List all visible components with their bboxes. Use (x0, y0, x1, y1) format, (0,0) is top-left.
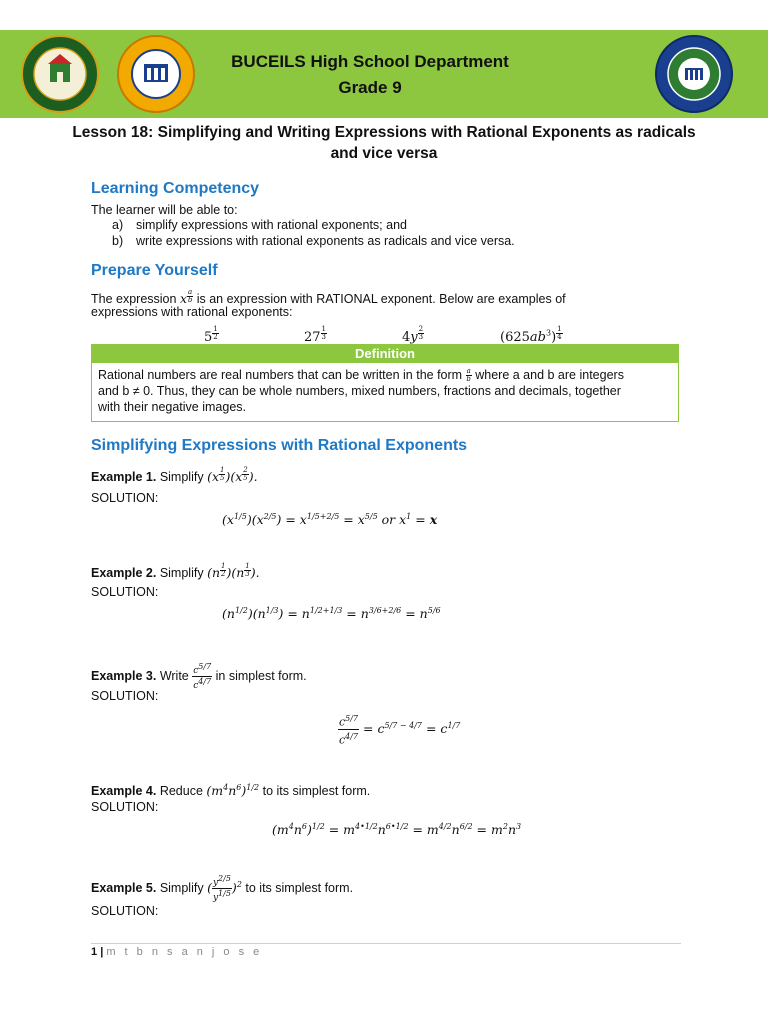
page-number: 1 (91, 946, 98, 958)
bicol-university-seal-icon (20, 34, 100, 114)
solution-label: SOLUTION: (91, 585, 159, 599)
lesson-title: Lesson 18: Simplifying and Writing Expressions with Rational Exponents as radicals and vice versa (72, 124, 696, 162)
header-band (0, 30, 768, 118)
example-4 (91, 780, 370, 799)
x-a-over-b-expression: x $^{\frac{a}{b}}$ (179, 287, 193, 307)
example-expression: $(625ab^3)$ $^{\frac{1}{4}}$ (500, 325, 562, 345)
list-item (112, 234, 515, 248)
example-text: to its simplest form. (245, 881, 354, 895)
example-text: in simplest form. (215, 669, 307, 683)
example-expression: 5 $^{\frac{1}{2}}$ (204, 325, 218, 345)
definition-text: Rational numbers are real numbers that can be written in the form (98, 368, 463, 382)
college-of-education-seal-icon (116, 34, 196, 114)
solution-equation: $(x^{1/5})(x^{2/5}) = x^{1/5+2/5} = x^{5/5}$ or $x^1 = x$ (222, 512, 438, 528)
solution-equation: $\frac{c^{5/7}}{c^{4/7}}$ = $c^{5/7 - 4/7} = c^{1/7}$ (339, 714, 461, 747)
school-department-title: BUCEILS High School Department (231, 52, 509, 71)
example-2 (91, 562, 260, 581)
example-label: Example 2. (91, 566, 157, 581)
a-over-b-fraction: $\frac{a}{b}$ (466, 367, 471, 383)
definition-text: with their negative images. (98, 400, 246, 414)
footer (91, 946, 262, 958)
example-label: Example 3. (91, 669, 157, 683)
example-text: Write (159, 669, 189, 683)
grade-title: Grade 9 (338, 78, 402, 97)
definition-text: where a and b are integers (475, 368, 624, 382)
footer-author: m t b n s a n j o s e (106, 946, 263, 958)
solution-label: SOLUTION: (91, 904, 159, 918)
example-label: Example 1. (91, 470, 157, 485)
example-text: Simplify (159, 881, 204, 895)
solution-equation: $(m^4n^6)^{1/2} = m^{4•1/2}n^{6•1/2} = m^{4/2}n^{6/2} = m^2n^3$ (272, 822, 522, 838)
example-text: to its simplest form. (262, 784, 371, 799)
example-expression: $(m^4n^6)^{1/2}$ (206, 783, 260, 799)
list-item (112, 218, 407, 232)
example-1 (91, 466, 258, 485)
list-marker: a) (112, 218, 124, 232)
example-label: Example 5. (91, 881, 157, 895)
competency-intro: The learner will be able to: (91, 203, 238, 217)
learning-competency-heading: Learning Competency (91, 180, 260, 197)
prepare-yourself-heading: Prepare Yourself (91, 262, 218, 279)
solution-label: SOLUTION: (91, 491, 159, 505)
list-item-text: simplify expressions with rational exponents; and (136, 218, 407, 232)
solution-label: SOLUTION: (91, 800, 159, 814)
example-expression: $\frac{c^{5/7}}{c^{4/7}}$ (193, 662, 212, 691)
definition-heading: Definition (92, 345, 678, 363)
simplifying-heading: Simplifying Expressions with Rational Exponents (91, 437, 468, 454)
solution-label: SOLUTION: (91, 689, 159, 703)
example-text: Simplify (159, 566, 204, 581)
footer-separator: | (100, 946, 104, 958)
footer-divider (91, 943, 681, 944)
example-3 (91, 662, 307, 691)
example-label: Example 4. (91, 784, 157, 799)
laboratory-school-seal-icon (654, 34, 734, 114)
list-marker: b) (112, 234, 124, 248)
definition-text: and b ≠ 0. Thus, they can be whole numbers, mixed numbers, fractions and decimals, together (98, 384, 621, 398)
definition-body (92, 363, 678, 419)
prepare-text-line2: expressions with rational exponents: (91, 305, 293, 319)
example-expression: 4y $^{\frac{2}{3}}$ (402, 325, 424, 345)
example-text: Simplify (159, 470, 204, 485)
prepare-text-start: The expression (91, 292, 177, 307)
solution-equation: $(n^{1/2})(n^{1/3}) = n^{1/2+1/3} = n^{3/6+2/6} = n^{5/6}$ (222, 606, 441, 622)
example-expression: (n $^{\frac{1}{2}}$ )(n $^{\frac{1}{3}}$ ). (207, 561, 260, 581)
example-5 (91, 874, 353, 903)
example-expression: (x $^{\frac{1}{5}}$ )(x $^{\frac{2}{5}}$ ). (207, 465, 258, 485)
prepare-text-end: is an expression with RATIONAL exponent. Below are examples of (196, 292, 566, 307)
definition-box (91, 344, 679, 422)
example-expression: ( $\frac{y^{2/5}}{y^{1/5}}$ )$^2$ (207, 874, 242, 903)
example-text: Reduce (159, 784, 203, 799)
list-item-text: write expressions with rational exponents as radicals and vice versa. (136, 234, 515, 248)
example-expression: 27 $^{\frac{1}{3}}$ (304, 325, 327, 345)
